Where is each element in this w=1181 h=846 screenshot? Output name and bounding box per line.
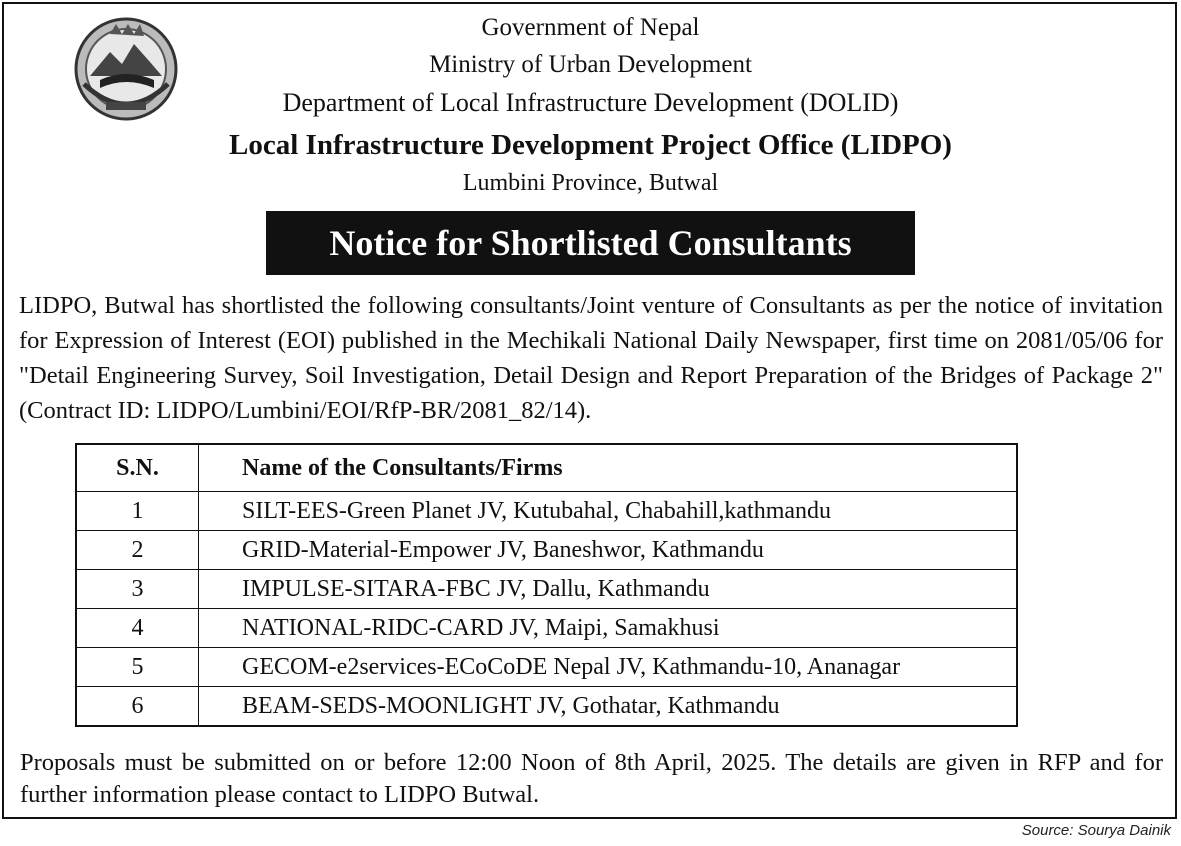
notice-title: Notice for Shortlisted Consultants [266, 211, 915, 275]
table-row [77, 531, 1016, 570]
table-row [77, 609, 1016, 648]
header-name: Name of the Consultants/Firms [242, 454, 563, 481]
header-government: Government of Nepal [481, 14, 700, 41]
table-row [77, 492, 1016, 531]
table-row [77, 687, 1016, 725]
table-row [77, 570, 1016, 609]
row-sn: 4 [77, 609, 199, 647]
header-sn: S.N. [77, 445, 199, 491]
row-sn: 3 [77, 570, 199, 608]
header-location: Lumbini Province, Butwal [462, 170, 719, 196]
intro-paragraph: LIDPO, Butwal has shortlisted the following consultants/Joint venture of Consultants as per the notice of invitation for Expression of Interest (EOI) published in the Mechikali National Daily Newspaper, first time on 2081/05/06 for "Detail Engineering Survey, Soil Investigation, Detail Design and Report Preparation of the Bridges of Package 2"(Contract ID: LIDPO/Lumbini/EOI/RfP-BR/2081_82/14). [19, 292, 1163, 424]
table-row [77, 648, 1016, 687]
footer-paragraph: Proposals must be submitted on or before 12:00 Noon of 8th April, 2025. The details are given in RFP and for further information please contact to LIDPO Butwal. [20, 749, 1163, 808]
row-name: BEAM-SEDS-MOONLIGHT JV, Gothatar, Kathmandu [242, 692, 780, 719]
header-department: Department of Local Infrastructure Development (DOLID) [282, 88, 899, 117]
row-name: IMPULSE-SITARA-FBC JV, Dallu, Kathmandu [242, 575, 710, 602]
row-name: GRID-Material-Empower JV, Baneshwor, Kathmandu [242, 536, 764, 563]
row-name: NATIONAL-RIDC-CARD JV, Maipi, Samakhusi [242, 614, 720, 641]
header-ministry: Ministry of Urban Development [429, 51, 752, 78]
header-office: Local Infrastructure Development Project Office (LIDPO) [229, 129, 952, 161]
row-sn: 6 [77, 687, 199, 725]
source-credit: Source: Sourya Dainik [1021, 822, 1171, 839]
row-sn: 1 [77, 492, 199, 530]
row-sn: 5 [77, 648, 199, 686]
row-name: GECOM-e2services-ECoCoDE Nepal JV, Kathmandu-10, Ananagar [242, 653, 901, 680]
row-sn: 2 [77, 531, 199, 569]
table-header-row [77, 445, 1016, 492]
consultants-table [75, 443, 1018, 727]
row-name: SILT-EES-Green Planet JV, Kutubahal, Chabahill,kathmandu [242, 497, 832, 524]
